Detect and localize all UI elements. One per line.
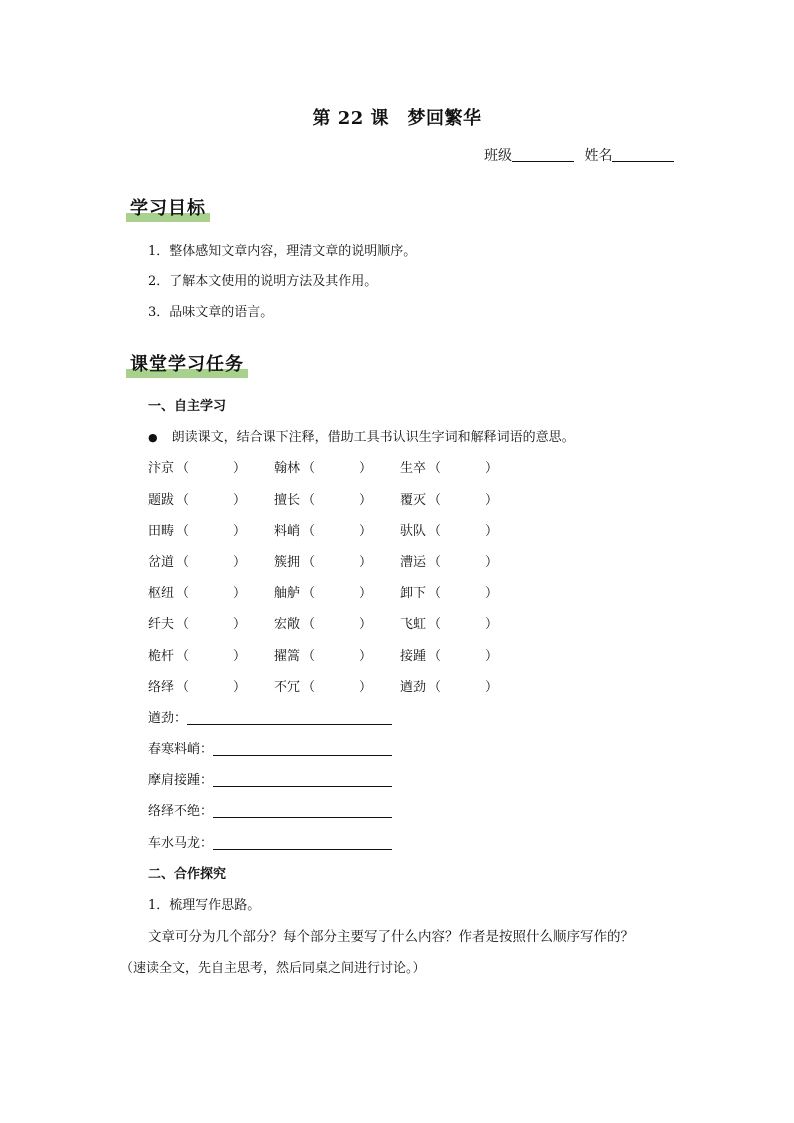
vocab-word: 舳舻	[274, 586, 301, 601]
term-label: 摩肩接踵：	[148, 773, 214, 788]
page-title: 第 22 课 梦回繁华	[312, 108, 482, 129]
pinyin-paren-close: ）	[485, 461, 499, 476]
vocab-row	[148, 457, 508, 477]
definition-row	[148, 707, 392, 726]
vocab-word: 络绎	[148, 680, 175, 695]
vocab-item	[400, 582, 498, 601]
vocab-word: 题跋	[148, 493, 175, 508]
pinyin-paren-open: （	[176, 680, 190, 695]
pinyin-paren-open: （	[302, 461, 316, 476]
vocab-item	[274, 520, 372, 539]
vocab-word: 飞虹	[400, 617, 427, 632]
answer-blank[interactable]	[213, 802, 392, 818]
vocab-word: 接踵	[400, 649, 427, 664]
term-label: 遒劲：	[148, 711, 188, 726]
vocab-row	[148, 676, 508, 696]
vocab-word: 覆灭	[400, 493, 427, 508]
term-label: 络绎不绝：	[148, 804, 214, 819]
pinyin-paren-open: （	[428, 555, 442, 570]
pinyin-paren-close: ）	[233, 524, 247, 539]
section-heading-objectives: 学习目标	[126, 194, 210, 222]
vocab-word: 料峭	[274, 524, 301, 539]
vocab-item	[274, 551, 372, 570]
task-note: （速读全文，先自主思考，然后同桌之间进行讨论。）	[120, 961, 426, 976]
definition-row	[148, 832, 392, 851]
vocab-word: 擅长	[274, 493, 301, 508]
objective-item: 2．了解本文使用的说明方法及其作用。	[148, 274, 378, 289]
class-label: 班级	[484, 148, 512, 164]
pinyin-paren-close: ）	[485, 493, 499, 508]
task-heading: 1．梳理写作思路。	[148, 898, 261, 913]
pinyin-paren-close: ）	[233, 461, 247, 476]
pinyin-paren-close: ）	[485, 617, 499, 632]
vocab-item	[148, 457, 246, 476]
vocab-word: 汴京	[148, 461, 175, 476]
vocab-word: 卸下	[400, 586, 427, 601]
pinyin-paren-close: ）	[233, 493, 247, 508]
class-blank[interactable]	[512, 147, 574, 162]
vocab-item	[400, 457, 498, 476]
vocab-word: 桅杆	[148, 649, 175, 664]
pinyin-paren-open: （	[302, 586, 316, 601]
pinyin-paren-close: ）	[359, 493, 373, 508]
pinyin-paren-open: （	[428, 649, 442, 664]
definition-row	[148, 800, 392, 819]
vocab-item	[148, 551, 246, 570]
vocab-item	[148, 676, 246, 695]
pinyin-paren-close: ）	[233, 586, 247, 601]
pinyin-paren-open: （	[302, 555, 316, 570]
vocab-item	[400, 645, 498, 664]
pinyin-paren-open: （	[302, 680, 316, 695]
subheading-self-study: 一、自主学习	[148, 399, 227, 414]
answer-blank[interactable]	[187, 709, 392, 725]
vocab-row	[148, 645, 508, 665]
vocab-row	[148, 520, 508, 540]
pinyin-paren-open: （	[302, 524, 316, 539]
pinyin-paren-open: （	[302, 617, 316, 632]
objective-item: 3．品味文章的语言。	[148, 305, 274, 320]
pinyin-paren-close: ）	[359, 617, 373, 632]
pinyin-paren-close: ）	[359, 586, 373, 601]
vocab-row	[148, 551, 508, 571]
vocab-item	[148, 582, 246, 601]
pinyin-paren-open: （	[428, 493, 442, 508]
pinyin-paren-open: （	[176, 461, 190, 476]
vocab-word: 驮队	[400, 524, 427, 539]
pinyin-paren-open: （	[176, 555, 190, 570]
pinyin-paren-open: （	[428, 461, 442, 476]
pinyin-paren-close: ）	[359, 461, 373, 476]
answer-blank[interactable]	[213, 771, 392, 787]
pinyin-paren-close: ）	[359, 555, 373, 570]
vocab-item	[400, 551, 498, 570]
vocab-word: 宏敞	[274, 617, 301, 632]
vocab-item	[400, 676, 498, 695]
answer-blank[interactable]	[213, 834, 392, 850]
bullet-dot-icon: ●	[148, 431, 158, 444]
pinyin-paren-close: ）	[359, 649, 373, 664]
pinyin-paren-open: （	[302, 649, 316, 664]
vocab-row	[148, 489, 508, 509]
vocab-item	[400, 489, 498, 508]
term-label: 春寒料峭：	[148, 742, 214, 757]
vocab-item	[148, 645, 246, 664]
pinyin-paren-open: （	[302, 493, 316, 508]
name-blank[interactable]	[612, 147, 674, 162]
definition-row	[148, 738, 392, 757]
task-question: 文章可分为几个部分？每个部分主要写了什么内容？作者是按照什么顺序写作的？	[148, 929, 634, 945]
pinyin-paren-close: ）	[485, 524, 499, 539]
pinyin-paren-close: ）	[485, 649, 499, 664]
vocab-word: 遒劲	[400, 680, 427, 695]
pinyin-paren-close: ）	[359, 524, 373, 539]
pinyin-paren-open: （	[176, 617, 190, 632]
vocab-item	[274, 676, 372, 695]
pinyin-paren-close: ）	[233, 617, 247, 632]
subheading-cooperative: 二、合作探究	[148, 867, 227, 882]
pinyin-paren-open: （	[176, 493, 190, 508]
vocab-word: 生卒	[400, 461, 427, 476]
vocab-item	[148, 613, 246, 632]
pinyin-paren-open: （	[428, 617, 442, 632]
class-name-line	[484, 145, 674, 165]
vocab-item	[148, 520, 246, 539]
pinyin-paren-open: （	[428, 586, 442, 601]
bullet-instruction: ● 朗读课文，结合课下注释，借助工具书认识生字词和解释词语的意思。	[148, 430, 575, 445]
pinyin-paren-close: ）	[359, 680, 373, 695]
pinyin-paren-open: （	[176, 649, 190, 664]
vocab-word: 纤夫	[148, 617, 175, 632]
vocab-word: 擢篙	[274, 649, 301, 664]
pinyin-paren-open: （	[428, 680, 442, 695]
pinyin-paren-close: ）	[485, 555, 499, 570]
vocab-row	[148, 613, 508, 633]
vocab-word: 翰林	[274, 461, 301, 476]
pinyin-paren-close: ）	[233, 649, 247, 664]
vocab-item	[148, 489, 246, 508]
pinyin-paren-close: ）	[233, 680, 247, 695]
answer-blank[interactable]	[213, 740, 392, 756]
vocab-word: 岔道	[148, 555, 175, 570]
pinyin-paren-open: （	[428, 524, 442, 539]
pinyin-paren-close: ）	[485, 680, 499, 695]
pinyin-paren-close: ）	[485, 586, 499, 601]
name-label: 姓名	[584, 148, 613, 164]
vocab-word: 田畴	[148, 524, 175, 539]
vocab-word: 漕运	[400, 555, 427, 570]
definition-row	[148, 769, 392, 788]
vocab-item	[274, 582, 372, 601]
vocab-word: 枢纽	[148, 586, 175, 601]
pinyin-paren-open: （	[176, 524, 190, 539]
term-label: 车水马龙：	[148, 836, 214, 851]
vocab-item	[400, 613, 498, 632]
vocab-word: 不冗	[274, 680, 301, 695]
pinyin-paren-open: （	[176, 586, 190, 601]
vocab-item	[274, 457, 372, 476]
vocab-item	[400, 520, 498, 539]
vocab-item	[274, 613, 372, 632]
pinyin-paren-close: ）	[233, 555, 247, 570]
vocab-word: 簇拥	[274, 555, 301, 570]
vocab-row	[148, 582, 508, 602]
objective-item: 1．整体感知文章内容，理清文章的说明顺序。	[148, 244, 417, 259]
vocab-item	[274, 489, 372, 508]
vocab-item	[274, 645, 372, 664]
section-heading-tasks: 课堂学习任务	[126, 350, 248, 378]
